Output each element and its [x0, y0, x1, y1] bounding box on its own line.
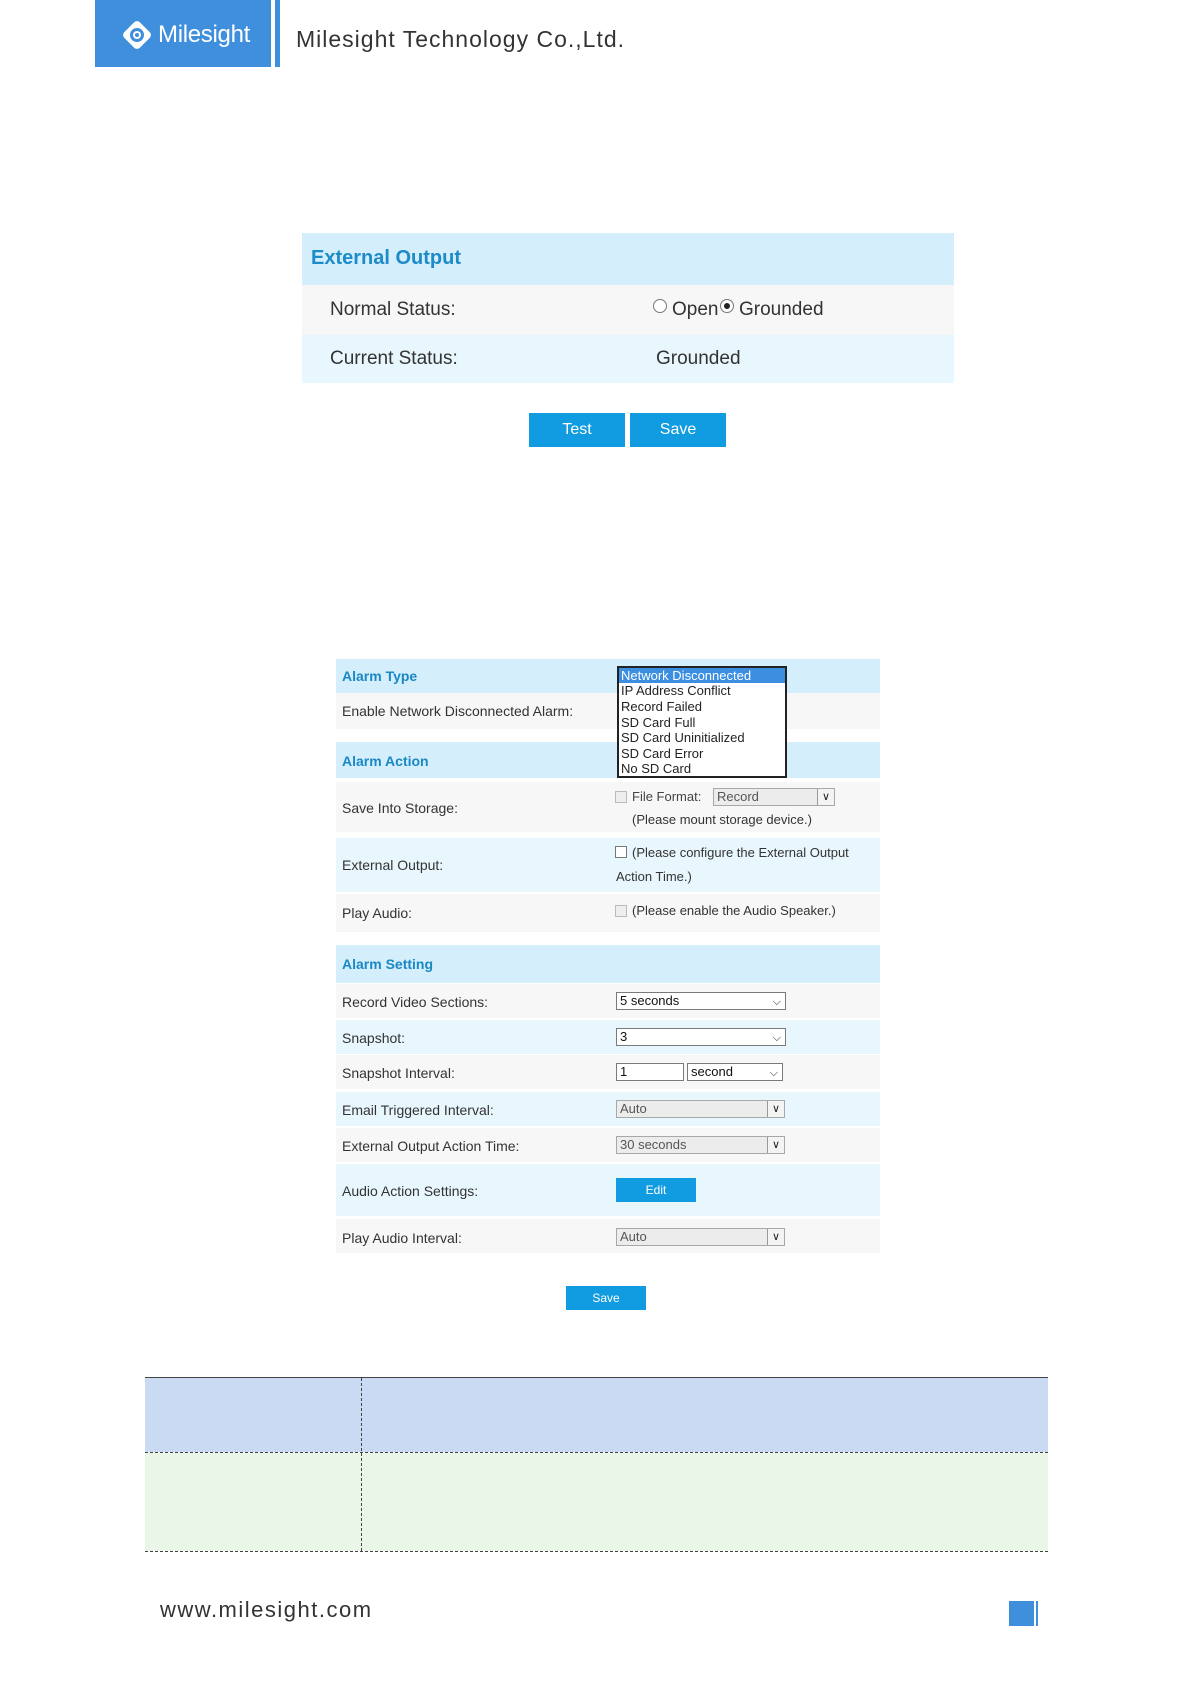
dropdown-option[interactable]: SD Card Error	[621, 746, 704, 761]
chevron-down-icon: ∨	[817, 789, 834, 805]
record-video-sections-select[interactable]	[616, 992, 786, 1010]
table-top-border	[145, 1377, 1048, 1378]
table-bottom-border	[145, 1551, 1048, 1552]
table-row-divider	[145, 1452, 1048, 1453]
play-audio-note: (Please enable the Audio Speaker.)	[632, 903, 836, 918]
snapshot-interval-value: 1	[620, 1064, 628, 1079]
play-audio-checkbox[interactable]	[615, 905, 627, 917]
chevron-down-icon: ∨	[767, 1137, 784, 1153]
save-into-storage-checkbox[interactable]	[615, 791, 627, 803]
external-output-save-button[interactable]: Save	[630, 413, 726, 447]
storage-note: (Please mount storage device.)	[632, 812, 812, 827]
alarm-type-dropdown-list[interactable]	[617, 666, 787, 778]
radio-grounded[interactable]	[720, 299, 734, 313]
play-audio-interval-value: Auto	[620, 1229, 647, 1244]
company-name: Milesight Technology Co.,Ltd.	[296, 26, 626, 52]
chevron-down-icon: ⌵	[769, 1067, 778, 1079]
play-audio-interval-select[interactable]	[616, 1228, 785, 1246]
dropdown-option[interactable]: SD Card Full	[621, 715, 696, 730]
alarm-action-title: Alarm Action	[342, 753, 429, 769]
alarm-type-header	[336, 659, 880, 693]
email-triggered-interval-value: Auto	[620, 1101, 647, 1116]
alarm-save-button[interactable]: Save	[566, 1286, 646, 1310]
dropdown-option[interactable]: No SD Card	[621, 761, 692, 776]
file-format-label: File Format:	[632, 789, 702, 804]
dropdown-option[interactable]: SD Card Uninitialized	[621, 730, 745, 745]
radio-open[interactable]	[653, 299, 667, 313]
external-output-action-time-value: 30 seconds	[620, 1137, 687, 1152]
snapshot-label: Snapshot:	[342, 1030, 406, 1046]
external-output-note-line2: Action Time.)	[616, 869, 692, 884]
dropdown-option[interactable]: Network Disconnected	[619, 668, 785, 683]
file-format-select[interactable]	[713, 788, 835, 806]
snapshot-interval-input[interactable]	[616, 1063, 684, 1081]
save-into-storage-label: Save Into Storage:	[342, 800, 458, 816]
logo-text: Milesight	[158, 21, 250, 48]
snapshot-value: 3	[620, 1029, 628, 1044]
record-video-sections-label: Record Video Sections:	[342, 994, 489, 1010]
normal-status-label: Normal Status:	[330, 299, 456, 320]
external-output-title: External Output	[311, 247, 462, 269]
file-format-value: Record	[717, 789, 759, 804]
snapshot-interval-unit: second	[691, 1064, 733, 1079]
enable-alarm-label: Enable Network Disconnected Alarm:	[342, 703, 574, 719]
chevron-down-icon: ∨	[767, 1101, 784, 1117]
dropdown-option[interactable]: IP Address Conflict	[621, 683, 731, 698]
email-triggered-interval-select[interactable]	[616, 1100, 785, 1118]
table-row	[145, 1453, 1048, 1551]
dropdown-option[interactable]: Record Failed	[621, 699, 702, 714]
table-column-divider	[361, 1378, 362, 1551]
alarm-setting-title: Alarm Setting	[342, 956, 434, 972]
test-button[interactable]: Test	[529, 413, 625, 447]
external-output-checkbox[interactable]	[615, 846, 627, 858]
radio-grounded-label: Grounded	[739, 299, 824, 320]
external-output-action-label: External Output:	[342, 857, 444, 873]
radio-open-label: Open	[672, 299, 719, 320]
external-output-action-time-label: External Output Action Time:	[342, 1138, 520, 1154]
chevron-down-icon: ∨	[767, 1229, 784, 1245]
snapshot-interval-label: Snapshot Interval:	[342, 1065, 455, 1081]
record-video-sections-value: 5 seconds	[620, 993, 680, 1008]
chevron-down-icon: ⌵	[772, 1032, 781, 1044]
audio-action-settings-label: Audio Action Settings:	[342, 1183, 479, 1199]
external-output-action-time-select[interactable]	[616, 1136, 785, 1154]
page-marker	[1009, 1601, 1034, 1626]
edit-button[interactable]: Edit	[616, 1178, 696, 1202]
snapshot-row	[336, 1020, 880, 1054]
play-audio-interval-label: Play Audio Interval:	[342, 1230, 462, 1246]
page-marker-bar	[1036, 1601, 1038, 1626]
external-output-note-line1: (Please configure the External Output	[632, 845, 849, 860]
footer-url: www.milesight.com	[160, 1597, 373, 1622]
header-accent-bar	[275, 0, 280, 67]
table-header-row	[145, 1378, 1048, 1452]
chevron-down-icon: ⌵	[772, 996, 781, 1008]
alarm-type-title: Alarm Type	[342, 668, 418, 684]
current-status-value: Grounded	[656, 348, 741, 369]
snapshot-interval-unit-select[interactable]	[687, 1063, 783, 1081]
email-triggered-interval-label: Email Triggered Interval:	[342, 1102, 494, 1118]
current-status-label: Current Status:	[330, 348, 458, 369]
milesight-logo-icon	[119, 17, 155, 53]
snapshot-select[interactable]	[616, 1028, 786, 1046]
play-audio-label: Play Audio:	[342, 905, 413, 921]
